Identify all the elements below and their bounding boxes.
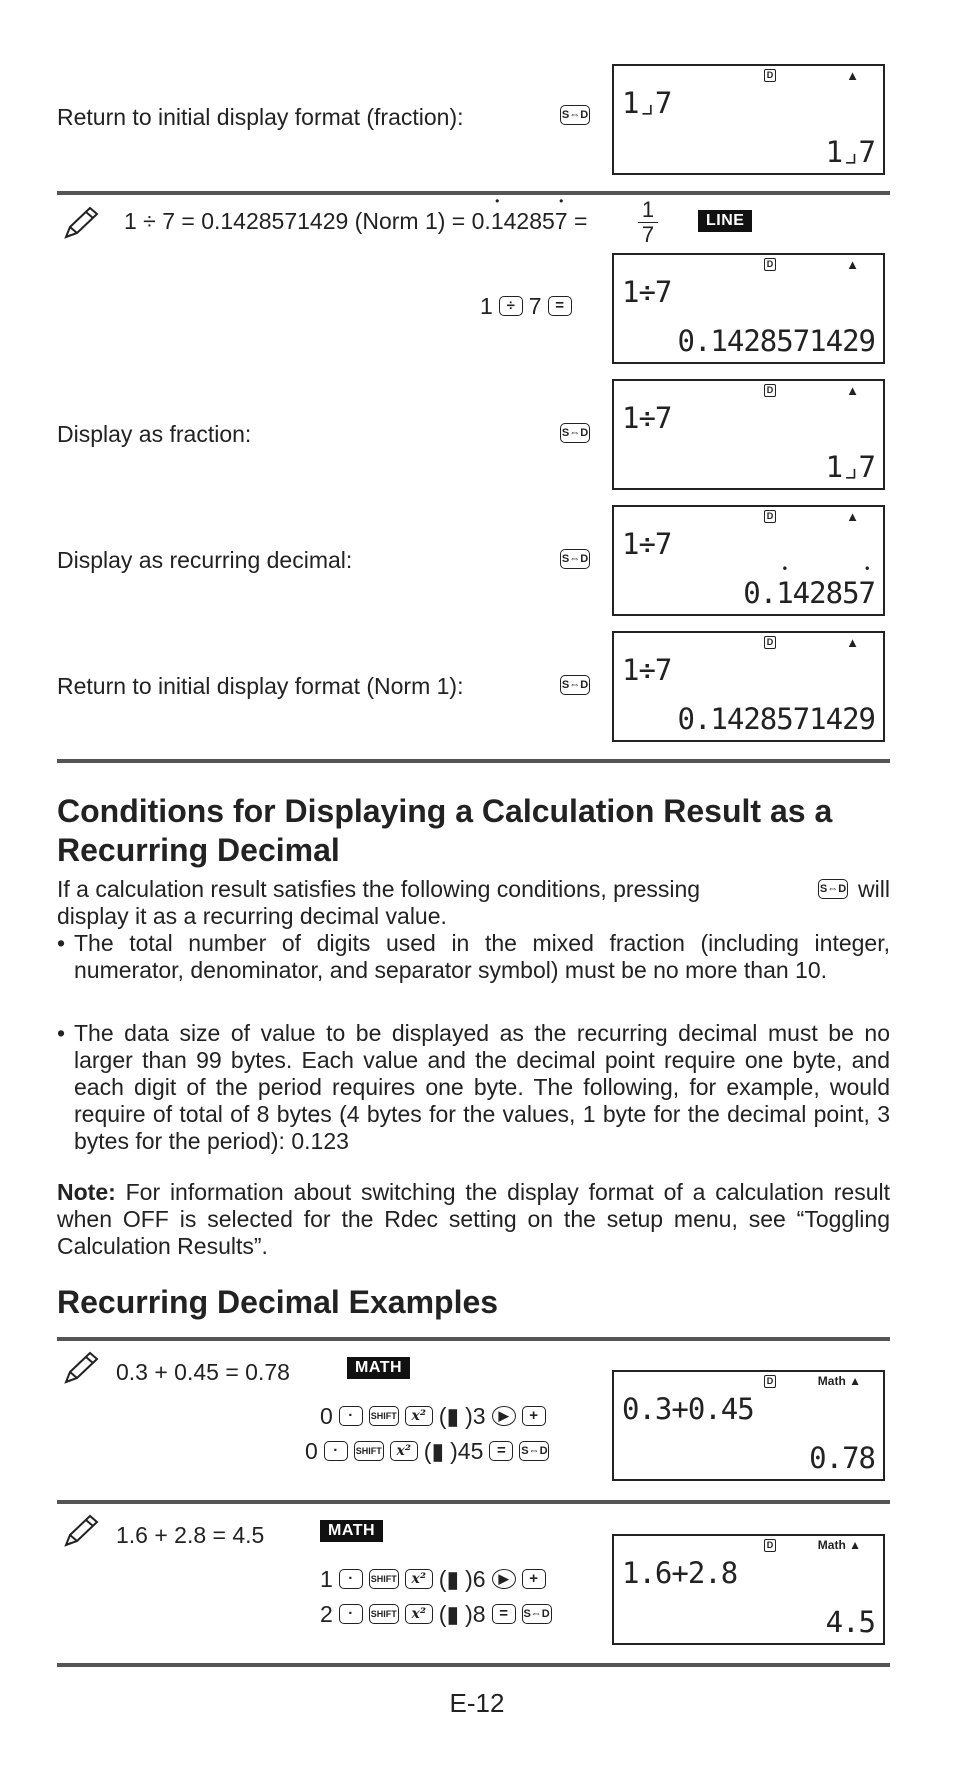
- page-number: E-12: [449, 1688, 505, 1718]
- digit: 2: [323, 1128, 337, 1154]
- recurring-digit: • 3: [336, 1128, 349, 1154]
- digit: 2: [516, 208, 530, 234]
- sd-key: S⇔D: [560, 105, 590, 125]
- key-digit: 0: [320, 1403, 333, 1429]
- key-digit: 1: [320, 1566, 333, 1592]
- decimal-point-key: ·: [339, 1406, 363, 1426]
- key-sequence: [320, 1601, 552, 1627]
- pencil-icon: [62, 1513, 100, 1549]
- math-indicator: Math ▲: [817, 1538, 861, 1552]
- example-equation: 0.3 + 0.45 = 0.78: [116, 1359, 290, 1385]
- lcd-display: [612, 631, 885, 742]
- sd-key: S⇔D: [560, 675, 590, 695]
- lcd-result: [743, 576, 875, 610]
- plus-key: +: [522, 1569, 546, 1589]
- key-digit: 2: [320, 1601, 333, 1627]
- sd-key: S⇔D: [560, 549, 590, 569]
- sd-key: S⇔D: [818, 879, 848, 899]
- section-heading: Conditions for Displaying a Calculation Result as a: [57, 793, 833, 829]
- lcd-expression: 1.6+2.8: [622, 1556, 738, 1590]
- recurring-digit: • 1: [776, 576, 792, 610]
- degree-indicator: D: [764, 69, 776, 82]
- digit: 2: [809, 576, 826, 610]
- lcd-display: [612, 1534, 885, 1645]
- x-squared-key: x²: [405, 1406, 433, 1426]
- up-arrow-indicator: ▲: [846, 68, 859, 83]
- right-arrow-key: ▶: [492, 1406, 516, 1426]
- bullet-text: The total number of digits used in the mixed fraction (including integer, numerator, denominator, and separator symbol) must be no more than 10.: [74, 930, 890, 983]
- sd-key: S⇔D: [522, 1604, 552, 1624]
- lcd-result: 4.5: [825, 1605, 875, 1639]
- digit: 8: [825, 576, 843, 610]
- lcd-display: [612, 379, 885, 490]
- recurring-key-symbol: (▮: [423, 1438, 445, 1464]
- shift-key: SHIFT: [369, 1569, 399, 1589]
- lcd-expression: 0.3+0.45: [622, 1392, 754, 1426]
- key-digit: 1: [480, 293, 493, 319]
- lcd-result: 0.1428571429: [677, 324, 875, 358]
- recurring-key-symbol: (▮: [438, 1403, 460, 1429]
- line-mode-badge: LINE: [698, 210, 752, 232]
- condition-bullet: [57, 1020, 890, 1155]
- equals-key: =: [492, 1604, 516, 1624]
- seq-text: )3: [465, 1403, 486, 1429]
- intro-text: If a calculation result satisfies the following conditions, pressing: [57, 876, 701, 902]
- bullet-mark: •: [57, 1020, 66, 1046]
- key-sequence: [480, 293, 572, 319]
- plus-key: +: [522, 1406, 546, 1426]
- lcd-expression: 1⌟7: [622, 86, 672, 120]
- equals-key: =: [548, 296, 572, 316]
- lcd-result: 0.78: [809, 1441, 875, 1475]
- shift-key: SHIFT: [354, 1441, 384, 1461]
- bullet-body: The data size of value to be displayed as the recurring decimal must be no larger than 99 bytes. Each value and the decimal point require one byte, and each digit of the period requires one byte. The following, for example, would require of total of 8 bytes (4 bytes for the values, 1 byte for the decimal point, 3 bytes for the period): 0.: [74, 1020, 890, 1154]
- equation-text: 1 ÷ 7 = 0.1428571429 (Norm 1) = 0.: [124, 208, 491, 234]
- sd-key: S⇔D: [560, 423, 590, 443]
- key-digit: 7: [528, 293, 542, 319]
- right-arrow-key: ▶: [492, 1569, 516, 1589]
- fraction-numerator: 1: [641, 197, 655, 222]
- examples-heading: Recurring Decimal Examples: [57, 1284, 499, 1320]
- condition-bullet: [57, 930, 890, 984]
- digit: 8: [529, 208, 542, 234]
- seq-text: )45: [450, 1438, 484, 1464]
- shift-key: SHIFT: [369, 1604, 399, 1624]
- shift-key: SHIFT: [369, 1406, 399, 1426]
- up-arrow-indicator: ▲: [846, 509, 859, 524]
- recurring-digit: • 7: [859, 576, 875, 610]
- lcd-result: 1⌟7: [825, 450, 875, 484]
- decimal-point-key: ·: [339, 1604, 363, 1624]
- math-mode-badge: MATH: [320, 1520, 383, 1542]
- divider: [57, 191, 890, 195]
- divide-key: ÷: [499, 296, 523, 316]
- degree-indicator: D: [764, 636, 776, 649]
- row-label-fraction: Display as fraction:: [57, 421, 252, 447]
- divider: [57, 759, 890, 763]
- recurring-digit: • 1: [311, 1128, 324, 1154]
- recurring-key-symbol: (▮: [438, 1566, 460, 1592]
- digit: 5: [542, 208, 555, 234]
- recurring-digit: • 7: [555, 208, 568, 234]
- x-squared-key: x²: [405, 1569, 433, 1589]
- lcd-display: [612, 505, 885, 616]
- up-arrow-indicator: ▲: [846, 383, 859, 398]
- fraction: [638, 198, 658, 247]
- lcd-result: 1⌟7: [825, 135, 875, 169]
- intro-text-after: will: [858, 876, 890, 902]
- example-equation: 1 ÷ 7 = 0.1428571429 (Norm 1) = 0.• 14285• 7 =: [124, 208, 587, 234]
- lcd-display: [612, 64, 885, 175]
- key-sequence: [320, 1566, 546, 1592]
- pencil-icon: [62, 1350, 100, 1386]
- math-mode-badge: MATH: [347, 1357, 410, 1379]
- equals-key: =: [489, 1441, 513, 1461]
- decimal-point-key: ·: [339, 1569, 363, 1589]
- degree-indicator: D: [764, 510, 776, 523]
- divider: [57, 1663, 890, 1667]
- note-label: Note:: [57, 1179, 116, 1205]
- divider: [57, 1337, 890, 1341]
- row-label-return-norm: Return to initial display format (Norm 1):: [57, 673, 464, 699]
- degree-indicator: D: [764, 258, 776, 271]
- key-digit: 0: [305, 1438, 318, 1464]
- note-paragraph: [57, 1179, 890, 1260]
- result-prefix: 0.: [743, 576, 777, 610]
- lcd-display: [612, 253, 885, 364]
- digit: 4: [503, 208, 517, 234]
- bullet-mark: •: [57, 930, 66, 956]
- row-label-return-fraction: Return to initial display format (fraction):: [57, 104, 464, 130]
- note-text: For information about switching the display format of a calculation result when OFF is selected for the Rdec setting on the setup menu, see “Toggling Calculation Results”.: [57, 1179, 890, 1259]
- sd-key: S⇔D: [519, 1441, 549, 1461]
- digit: 4: [792, 576, 810, 610]
- decimal-point-key: ·: [324, 1441, 348, 1461]
- math-indicator: Math ▲: [817, 1374, 861, 1388]
- digit: 5: [842, 576, 859, 610]
- bullet-text: [57, 1020, 890, 1155]
- example-equation: 1.6 + 2.8 = 4.5: [116, 1522, 265, 1548]
- lcd-expression: 1÷7: [622, 527, 672, 561]
- section-heading-line2: Recurring Decimal: [57, 832, 340, 868]
- degree-indicator: D: [764, 1375, 776, 1388]
- recurring-digit: • 1: [491, 208, 504, 234]
- up-arrow-indicator: ▲: [846, 257, 859, 272]
- degree-indicator: D: [764, 1539, 776, 1552]
- fraction-denominator: 7: [638, 222, 658, 247]
- lcd-display: [612, 1370, 885, 1481]
- x-squared-key: x²: [405, 1604, 433, 1624]
- lcd-expression: 1÷7: [622, 275, 672, 309]
- degree-indicator: D: [764, 384, 776, 397]
- intro-line2: display it as a recurring decimal value.: [57, 903, 447, 929]
- intro-paragraph: [57, 876, 890, 902]
- key-sequence: [305, 1438, 549, 1464]
- x-squared-key: x²: [390, 1441, 418, 1461]
- lcd-expression: 1÷7: [622, 401, 672, 435]
- lcd-result: 0.1428571429: [677, 702, 875, 736]
- up-arrow-indicator: ▲: [846, 635, 859, 650]
- divider: [57, 1500, 890, 1504]
- key-sequence: [320, 1403, 546, 1429]
- row-label-recurring: Display as recurring decimal:: [57, 547, 353, 573]
- pencil-icon: [62, 205, 100, 241]
- lcd-expression: 1÷7: [622, 653, 672, 687]
- seq-text: )8: [465, 1601, 486, 1627]
- seq-text: )6: [465, 1566, 486, 1592]
- recurring-key-symbol: (▮: [438, 1601, 460, 1627]
